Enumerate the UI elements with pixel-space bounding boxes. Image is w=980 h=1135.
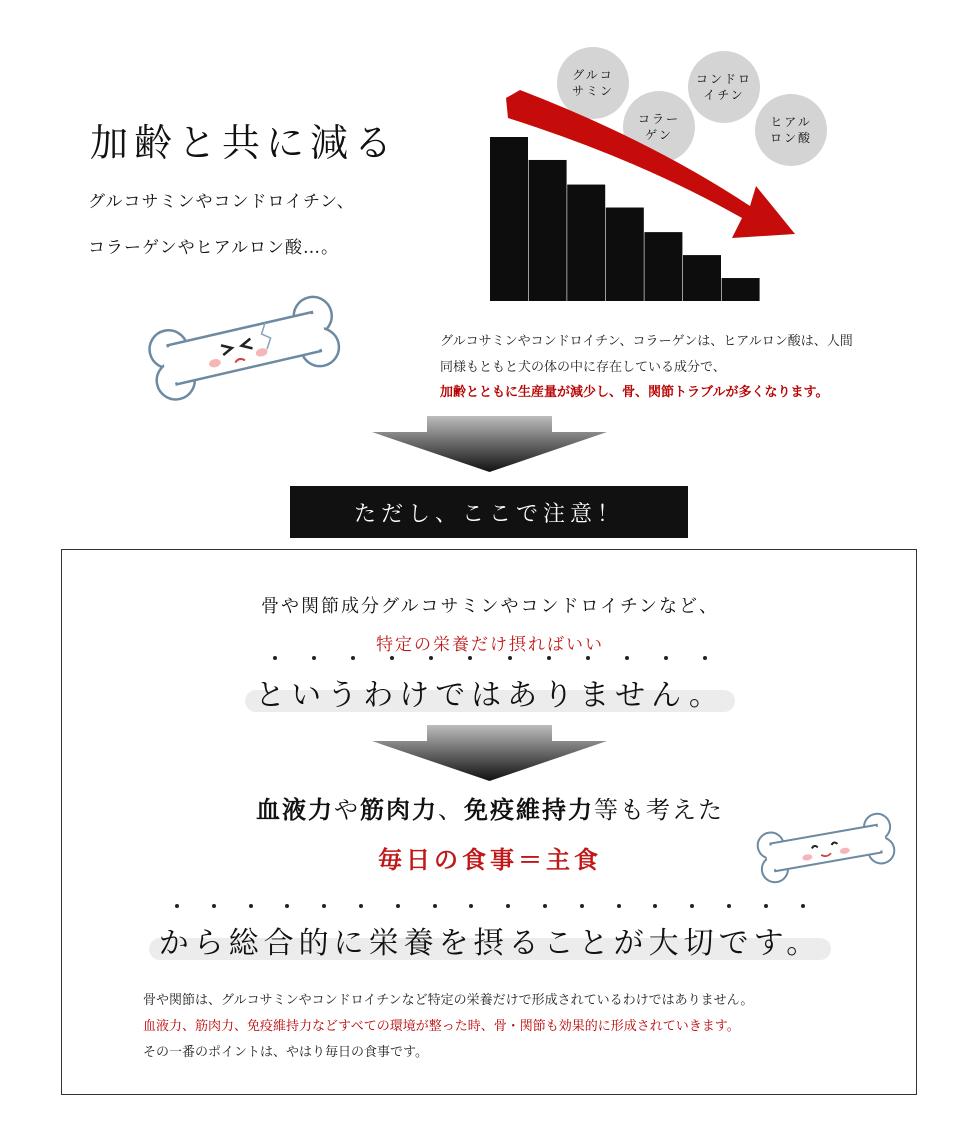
emphasis-dot xyxy=(322,904,326,908)
bar-5 xyxy=(644,232,682,301)
emphasis-dot xyxy=(801,904,805,908)
page-title: 加齢と共に減る xyxy=(90,121,399,165)
emphasis-dot xyxy=(469,904,473,908)
emphasis-dot xyxy=(468,656,472,660)
box-line-1: 骨や関節成分グルコサミンやコンドロイチンなど、 xyxy=(260,596,720,617)
bar-6 xyxy=(683,255,721,301)
emphasis-dot xyxy=(273,656,277,660)
subtitle-line-2: コラーゲンやヒアルロン酸…。 xyxy=(88,238,339,258)
bar-2 xyxy=(529,160,567,301)
emphasis-line-2 xyxy=(0,918,980,962)
bar-3 xyxy=(567,185,605,301)
emphasis-dot xyxy=(312,656,316,660)
emphasis-dot xyxy=(727,904,731,908)
sad-bone-illustration xyxy=(140,286,350,408)
note-line-1: グルコサミンやコンドロイチン、コラーゲンは、ヒアルロン酸は、人間 xyxy=(440,334,853,349)
emphasis-dot xyxy=(703,656,707,660)
body-line-1: 骨や関節は、グルコサミンやコンドロイチンなど特定の栄養だけで形成されているわけではありません。 xyxy=(143,993,754,1008)
emphasis-text-2: から総合的に栄養を摂ることが大切です。 xyxy=(158,926,822,961)
subtitle-line-1: グルコサミンやコンドロイチン、 xyxy=(88,192,355,212)
trailing-text: 等も考えた xyxy=(594,796,724,824)
emphasis-dot xyxy=(212,904,216,908)
circle-hyaluronic: ヒアル ロン酸 xyxy=(755,94,827,166)
emphasis-dots-2 xyxy=(159,904,822,908)
emphasis-dots-1 xyxy=(255,656,725,660)
emphasis-dot xyxy=(506,904,510,908)
emphasis-text-1: というわけではありません。 xyxy=(255,678,725,713)
circle-glucosamine: グルコ サミン xyxy=(557,47,629,119)
emphasis-dot xyxy=(390,656,394,660)
connector-text: や xyxy=(334,796,360,824)
emphasis-dot xyxy=(429,656,433,660)
emphasis-dot xyxy=(664,656,668,660)
comma-text: 、 xyxy=(438,796,464,824)
emphasis-dot xyxy=(690,904,694,908)
emphasis-dot xyxy=(285,904,289,908)
happy-bone-illustration xyxy=(752,808,900,888)
bar-7 xyxy=(722,278,760,301)
emphasis-dot xyxy=(764,904,768,908)
emphasis-dot xyxy=(359,904,363,908)
note-line-2: 同様もともと犬の体の中に存在している成分で、 xyxy=(440,360,726,375)
emphasis-dot xyxy=(617,904,621,908)
immunity-text: 免疫維持力 xyxy=(464,795,594,824)
emphasis-dot xyxy=(433,904,437,908)
emphasis-line-1 xyxy=(0,670,980,714)
emphasis-dot xyxy=(543,904,547,908)
down-arrow-icon xyxy=(372,725,607,781)
emphasis-dot xyxy=(396,904,400,908)
blood-power-text: 血液力 xyxy=(256,795,334,824)
emphasis-dot xyxy=(175,904,179,908)
circle-chondroitin: コンドロ イチン xyxy=(688,51,760,123)
box-red-line-1: 特定の栄養だけ摂ればいい xyxy=(376,635,604,655)
emphasis-dot xyxy=(547,656,551,660)
emphasis-dot xyxy=(351,656,355,660)
emphasis-dot xyxy=(580,904,584,908)
emphasis-dot xyxy=(625,656,629,660)
emphasis-dot xyxy=(249,904,253,908)
circle-collagen: コラー ゲン xyxy=(623,91,695,163)
bar-1 xyxy=(490,137,528,301)
box-red-line-2: 毎日の食事＝主食 xyxy=(378,845,602,874)
body-line-2: 血液力、筋肉力、免疫維持力などすべての環境が整った時、骨・関節も効果的に形成されていきます。 xyxy=(143,1019,740,1034)
emphasis-dot xyxy=(653,904,657,908)
caution-banner: ただし、ここで注意！ xyxy=(290,486,688,538)
emphasis-dot xyxy=(508,656,512,660)
note-line-3: 加齢とともに生産量が減少し、骨、関節トラブルが多くなります。 xyxy=(440,385,829,400)
body-line-3: その一番のポイントは、やはり毎日の食事です。 xyxy=(143,1045,428,1060)
down-arrow-icon xyxy=(372,416,607,472)
muscle-power-text: 筋肉力 xyxy=(360,795,438,824)
emphasis-dot xyxy=(586,656,590,660)
decreasing-bar-chart xyxy=(480,90,820,310)
bar-4 xyxy=(606,208,644,301)
